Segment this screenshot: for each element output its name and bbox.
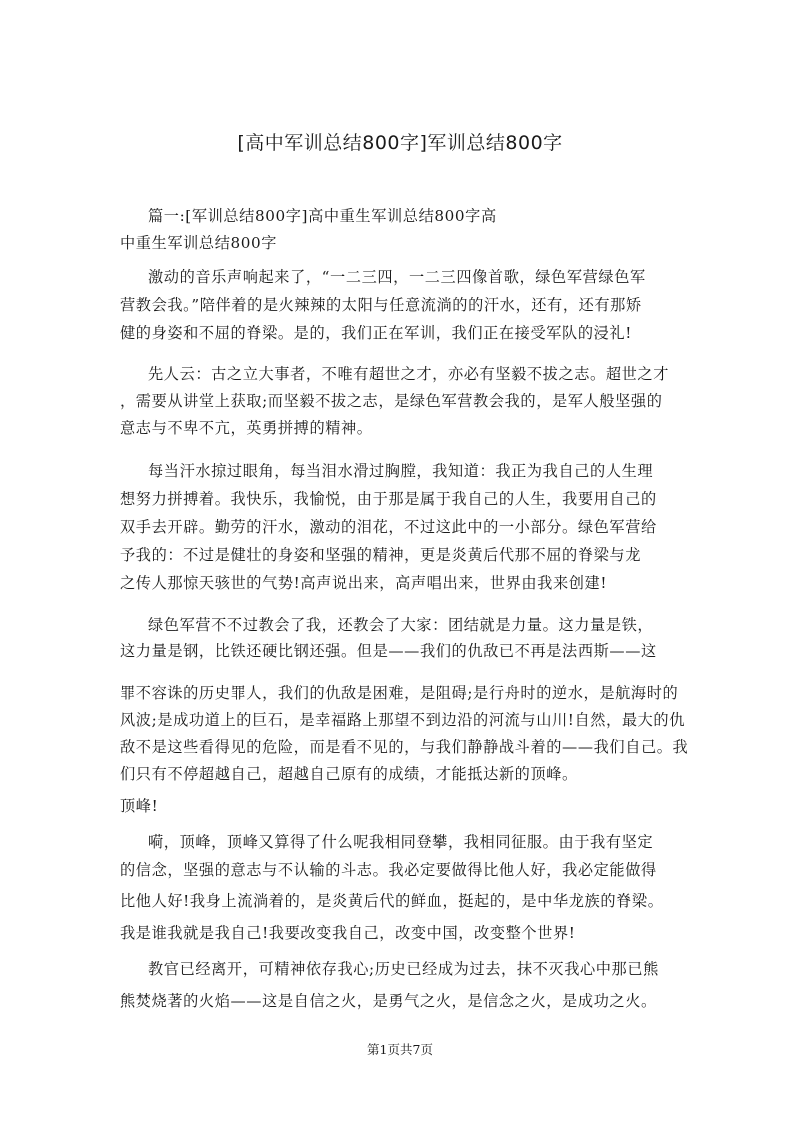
paragraph-line: 先人云：古之立大事者，不唯有超世之才，亦必有坚毅不拔之志。超世之才 [148,365,669,383]
paragraph-line: 健的身姿和不屈的脊梁。是的，我们正在军训，我们正在接受军队的浸礼! [120,324,632,342]
paragraph-line: 比他人好!我身上流淌着的，是炎黄后代的鲜血，挺起的，是中华龙族的脊梁。 [120,892,664,910]
paragraph-line: 这力量是钢，比铁还硬比钢还强。但是——我们的仇敌已不再是法西斯——这 [120,642,657,660]
paragraph-line: 营教会我。”陪伴着的是火辣辣的太阳与任意流淌的的汗水，还有，还有那矫 [120,296,642,314]
paragraph-line: 嗬，顶峰，顶峰又算得了什么呢我相同登攀，我相同征服。由于我有坚定 [148,833,654,851]
paragraph-line: 敌不是这些看得见的危险，而是看不见的，与我们静静战斗着的——我们自己。我 [120,738,689,756]
paragraph-line: 想努力拼搏着。我快乐，我愉悦，由于那是属于我自己的人生，我要用自己的 [120,490,657,508]
paragraph-line: 熊焚烧著的火焰——这是自信之火，是勇气之火，是信念之火，是成功之火。 [120,992,657,1010]
paragraph-line: 每当汗水掠过眼角，每当泪水滑过胸膛，我知道：我正为我自己的人生理 [148,462,654,480]
paragraph-line: 双手去开辟。勤劳的汗水，激动的泪花，不过这此中的一小部分。绿色军营给 [120,518,657,536]
subheading-line: 篇一:[军训总结800字]高中重生军训总结800字高 [148,207,497,225]
paragraph-line: ，需要从讲堂上获取;而坚毅不拔之志，是绿色军营教会我的，是军人般坚强的 [120,392,663,410]
paragraph-line: 们只有不停超越自己，超越自己原有的成绩，才能抵达新的顶峰。 [120,765,578,783]
page-footer: 第1页共7页 [367,1042,433,1057]
paragraph-line: 绿色军营不不过教会了我，还教会了大家：团结就是力量。这力量是铁， [148,616,654,634]
paragraph-line: 教官已经离开，可精神依存我心;历史已经成为过去，抹不灭我心中那已熊 [148,960,659,978]
paragraph-line: 顶峰! [120,797,159,815]
paragraph-line: 予我的：不过是健壮的身姿和坚强的精神，更是炎黄后代那不屈的脊梁与龙 [120,546,641,564]
paragraph-line: 风波;是成功道上的巨石，是幸福路上那望不到边沿的河流与山川!自然，最大的仇 [120,711,685,729]
subheading-line: 中重生军训总结800字 [120,234,278,252]
paragraph-line: 我是谁我就是我自己!我要改变我自己，改变中国，改变整个世界! [120,924,576,942]
paragraph-line: 罪不容诛的历史罪人，我们的仇敌是困难，是阻碍;是行舟时的逆水，是航海时的 [120,684,679,702]
paragraph-line: 的信念，坚强的意志与不认输的斗志。我必定要做得比他人好，我必定能做得 [120,861,657,879]
paragraph-line: 激动的音乐声响起来了，“一二三四，一二三四像首歌，绿色军营绿色军 [148,268,646,286]
paragraph-line: 意志与不卑不亢，英勇拼搏的精神。 [120,419,373,437]
document-title: [高中军训总结800字]军训总结800字 [237,132,563,154]
paragraph-line: 之传人那惊天骇世的气势!高声说出来，高声唱出来，世界由我来创建! [120,574,608,592]
